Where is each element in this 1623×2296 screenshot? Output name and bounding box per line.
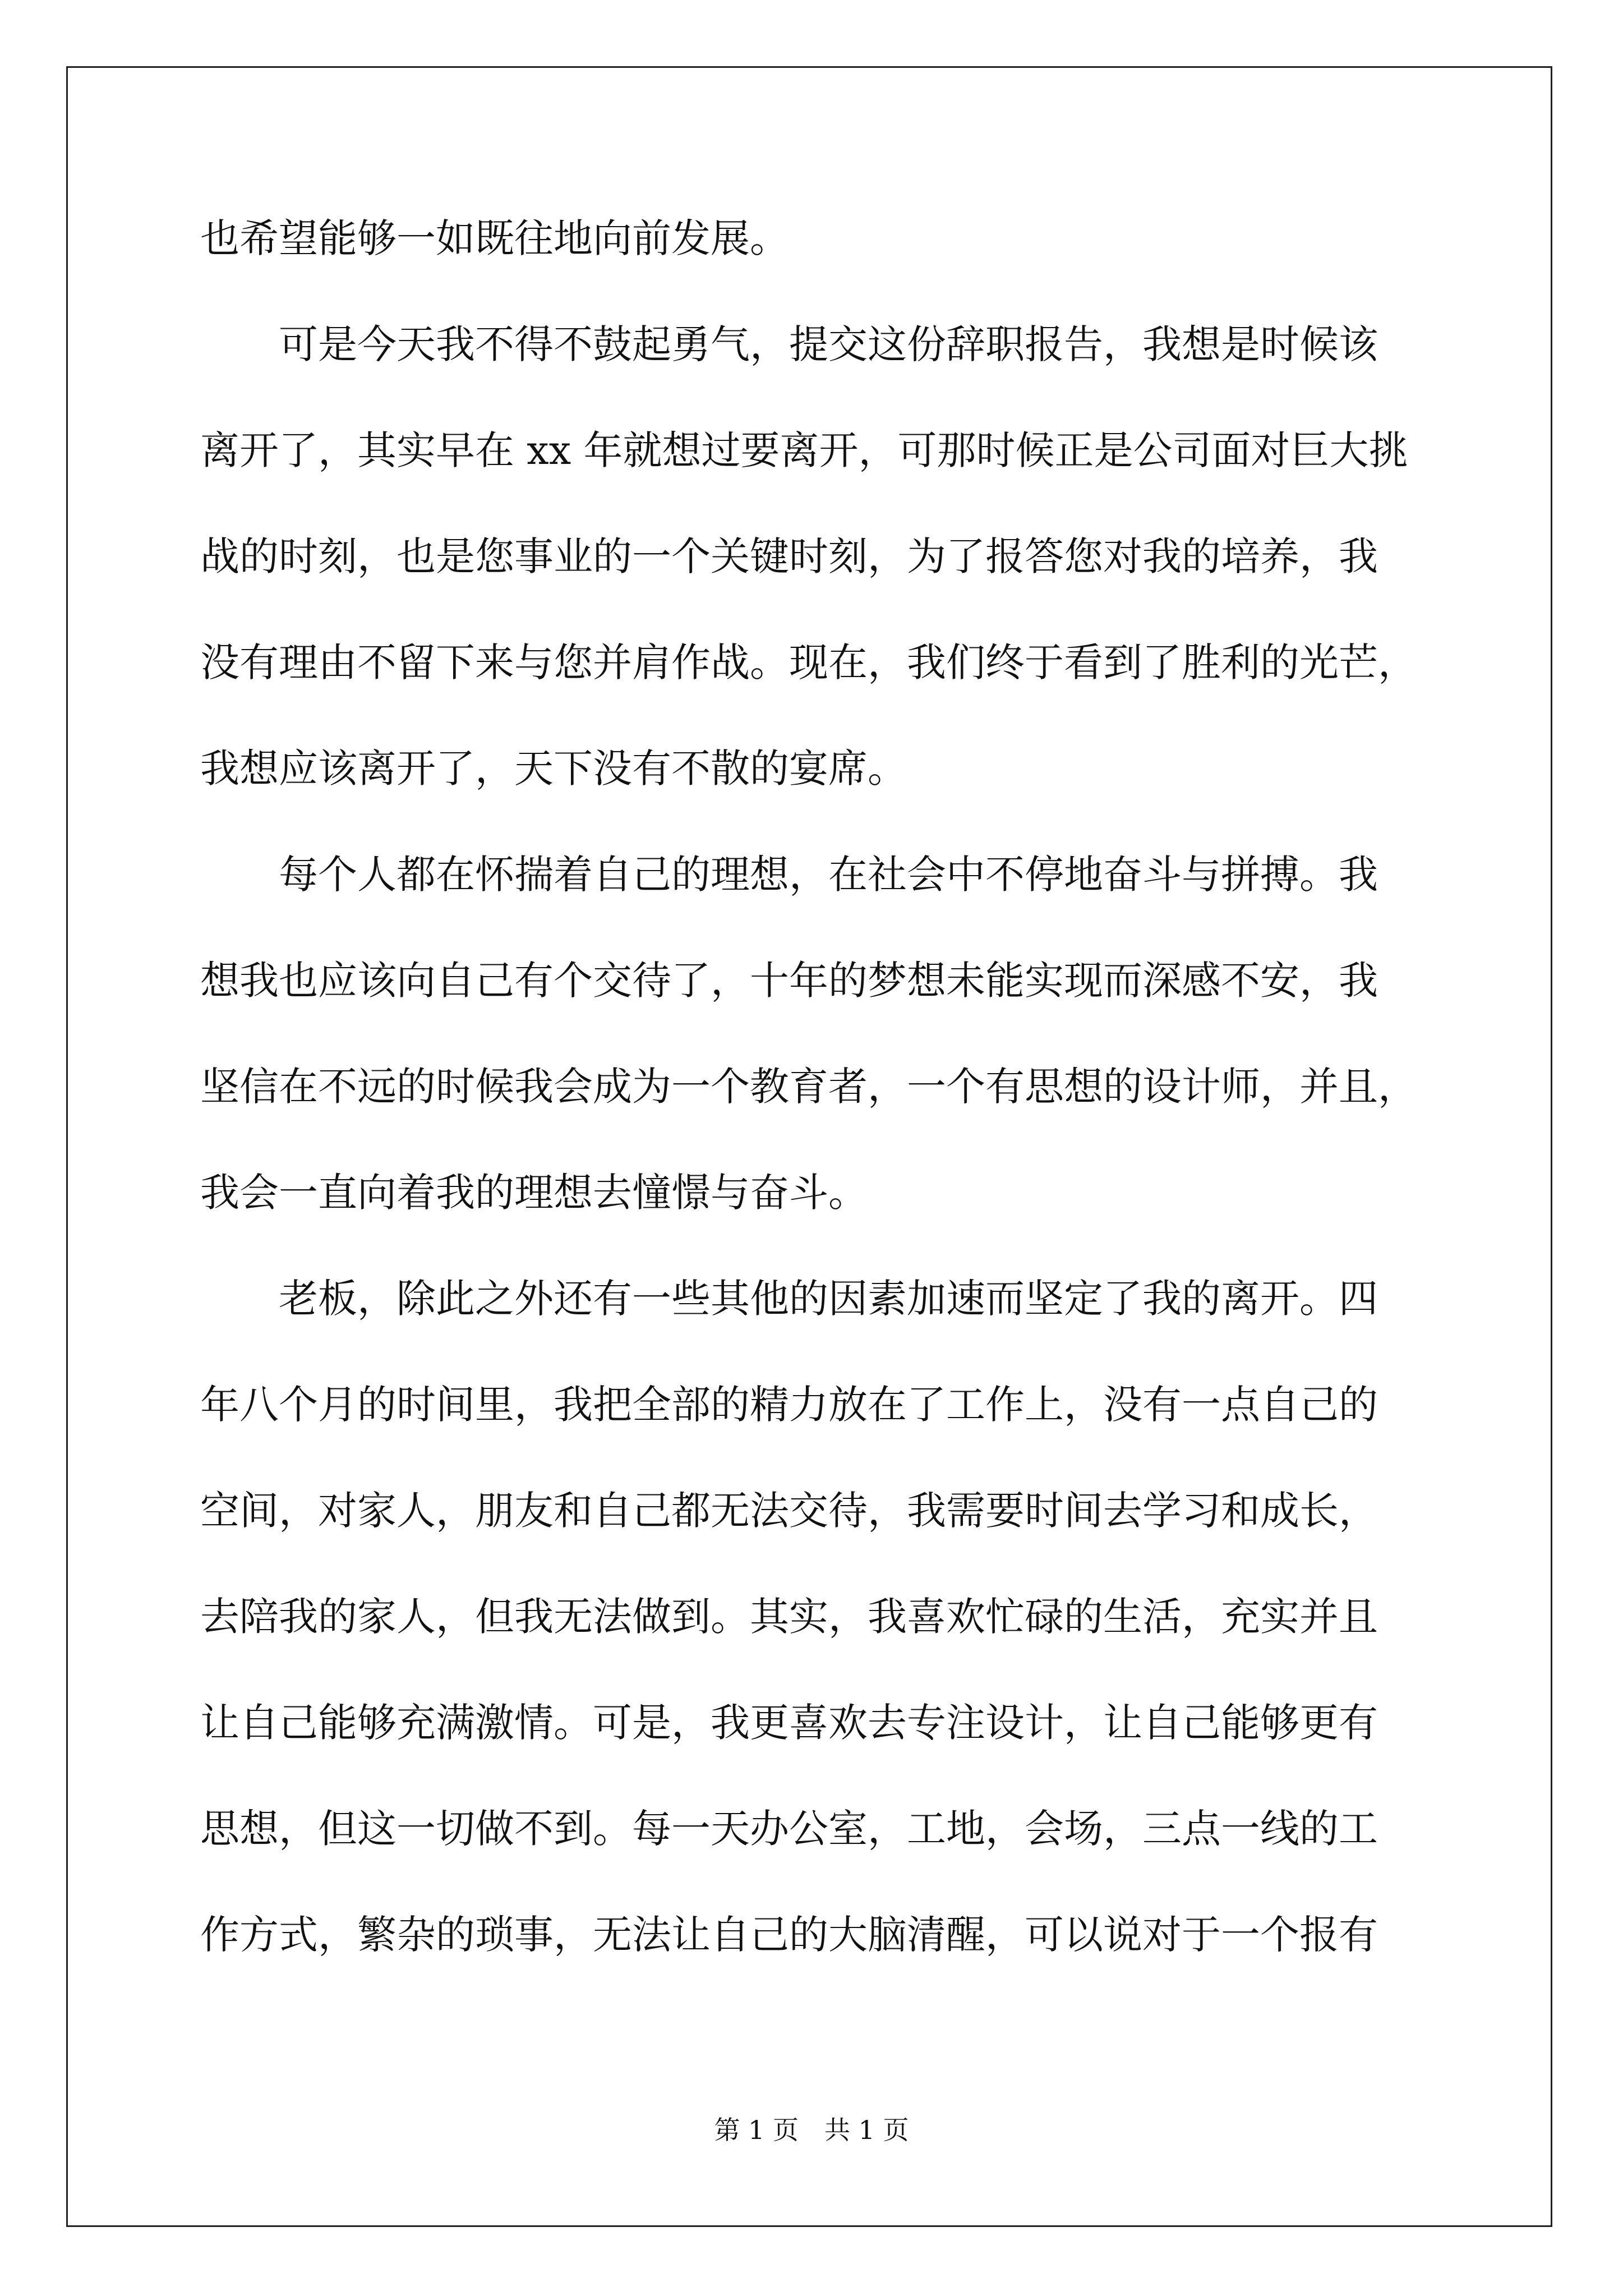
- page-border: [66, 66, 1552, 2227]
- text-line: 离开了，其实早在 xx 年就想过要离开，可那时候正是公司面对巨大挑: [200, 427, 1408, 473]
- text-line: 也希望能够一如既往地向前发展。: [200, 215, 789, 261]
- text-line: 没有理由不留下来与您并肩作战。现在，我们终于看到了胜利的光芒，: [200, 639, 1417, 685]
- text-line: 思想，但这一切做不到。每一天办公室，工地，会场，三点一线的工: [200, 1806, 1378, 1852]
- text-line: 年八个月的时间里，我把全部的精力放在了工作上，没有一点自己的: [200, 1382, 1378, 1428]
- text-line: 作方式，繁杂的琐事，无法让自己的大脑清醒，可以说对于一个报有: [200, 1912, 1378, 1958]
- text-line: 坚信在不远的时候我会成为一个教育者，一个有思想的设计师，并且，: [200, 1064, 1417, 1110]
- text-line: 战的时刻，也是您事业的一个关键时刻，为了报答您对我的培养，我: [200, 533, 1378, 579]
- text-line: 我会一直向着我的理想去憧憬与奋斗。: [200, 1170, 868, 1216]
- text-line: 空间，对家人，朋友和自己都无法交待，我需要时间去学习和成长，: [200, 1488, 1378, 1534]
- text-line: 让自己能够充满激情。可是，我更喜欢去专注设计，让自己能够更有: [200, 1700, 1378, 1746]
- text-line: 可是今天我不得不鼓起勇气，提交这份辞职报告，我想是时候该: [200, 321, 1378, 367]
- text-line: 每个人都在怀揣着自己的理想，在社会中不停地奋斗与拼搏。我: [200, 852, 1378, 898]
- text-line: 我想应该离开了，天下没有不散的宴席。: [200, 746, 907, 792]
- text-line: 想我也应该向自己有个交待了，十年的梦想未能实现而深感不安，我: [200, 958, 1378, 1004]
- page-number: 第 1 页 共 1 页: [714, 2115, 909, 2145]
- text-line: 老板，除此之外还有一些其他的因素加速而坚定了我的离开。四: [200, 1276, 1378, 1322]
- text-line: 去陪我的家人，但我无法做到。其实，我喜欢忙碌的生活，充实并且: [200, 1594, 1378, 1640]
